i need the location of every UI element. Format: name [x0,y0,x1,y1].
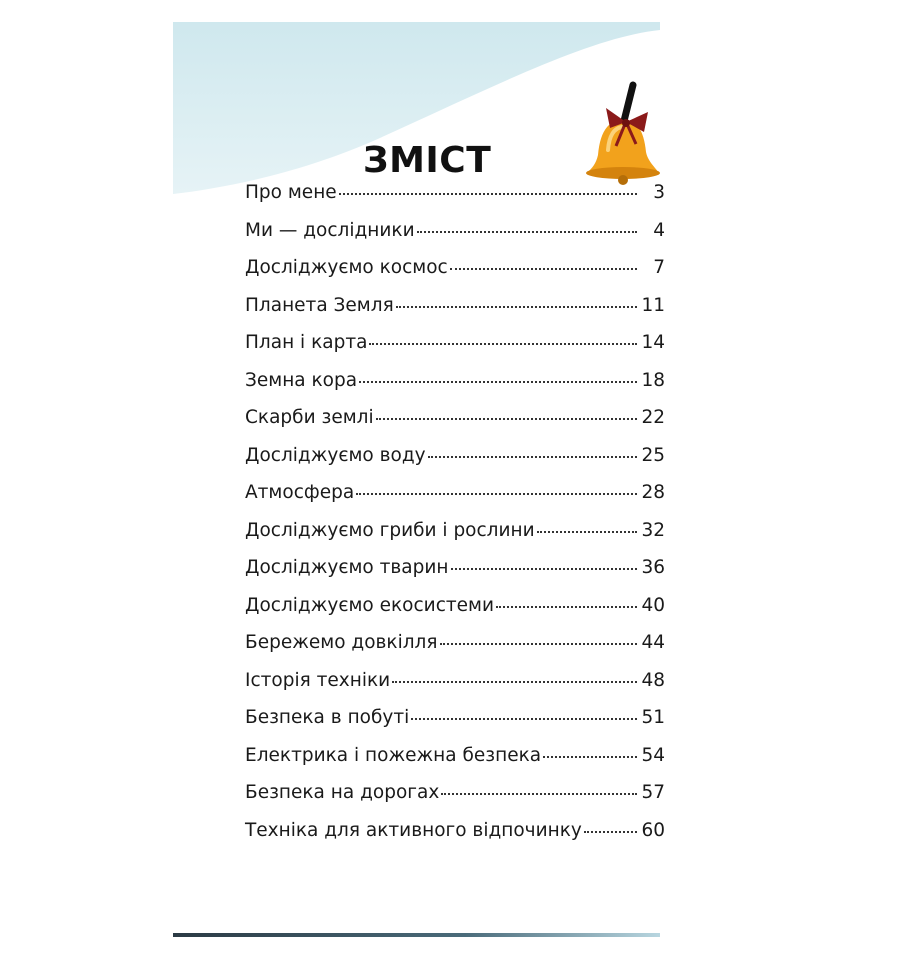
book-page [173,22,665,937]
dot-leader [543,755,637,758]
toc-page-number: 11 [641,294,665,316]
table-of-contents [245,182,665,857]
toc-row [245,220,665,258]
toc-row [245,370,665,408]
dot-leader [440,642,637,645]
toc-page-number: 36 [641,557,665,578]
toc-entry-label: Безпека в побуті [245,707,410,728]
toc-row [245,445,665,483]
toc-row [245,407,665,445]
toc-row [245,595,665,633]
toc-row [245,257,665,295]
bottom-edge-bar [173,933,660,937]
toc-entry-label: Про мене [245,182,337,203]
toc-page-number: 7 [653,257,665,278]
toc-row [245,557,665,595]
dot-leader [496,605,637,608]
toc-entry-label: Скарби землі [245,407,374,428]
toc-page-number: 14 [641,332,665,353]
toc-row [245,182,665,220]
toc-entry-label: Атмосфера [245,482,355,503]
toc-row [245,782,665,820]
toc-row [245,520,665,558]
dot-leader [417,230,637,233]
dot-leader [356,492,637,495]
toc-row [245,332,665,370]
dot-leader [441,792,637,795]
dot-leader [411,717,637,720]
toc-entry-label: Земна кора [245,369,358,391]
toc-page-number: 54 [641,744,665,766]
toc-row [245,482,665,520]
toc-page-number: 25 [641,444,665,466]
toc-page-number: 18 [641,369,665,391]
toc-page-number: 32 [641,519,665,541]
dot-leader [369,342,637,345]
toc-entry-label: Досліджуємо екосистеми [245,594,495,616]
toc-entry-label: Техніка для активного відпочинку [245,819,582,841]
dot-leader [339,192,637,195]
toc-row [245,632,665,670]
toc-page-number: 60 [641,819,665,841]
dot-leader [396,305,637,308]
toc-page-number: 48 [641,669,665,691]
toc-row [245,707,665,745]
toc-page-number: 4 [653,219,665,241]
toc-row [245,820,665,858]
toc-entry-label: Безпека на дорогах [245,782,440,803]
dot-leader [359,380,637,383]
toc-page-number: 3 [653,182,665,203]
toc-page-number: 51 [641,707,665,728]
school-bell-icon [578,80,668,190]
toc-entry-label: Ми — дослідники [245,219,415,241]
dot-leader [537,530,637,533]
dot-leader [392,680,637,683]
toc-page-number: 44 [641,632,665,653]
toc-row [245,295,665,333]
toc-entry-label: Досліджуємо гриби і рослини [245,519,535,541]
toc-row [245,745,665,783]
toc-page-number: 40 [641,594,665,616]
dot-leader [584,830,637,833]
toc-entry-label: Досліджуємо космос [245,257,448,278]
dot-leader [451,567,638,570]
dot-leader [450,267,637,270]
toc-entry-label: Електрика і пожежна безпека [245,744,542,766]
toc-page-number: 28 [641,482,665,503]
toc-entry-label: Бережемо довкілля [245,632,438,653]
toc-entry-label: Досліджуємо воду [245,444,426,466]
toc-entry-label: Досліджуємо тварин [245,557,449,578]
dot-leader [428,455,637,458]
toc-entry-label: Історія техніки [245,669,391,691]
page-title: ЗМІСТ [363,140,492,181]
dot-leader [376,417,637,420]
toc-entry-label: План і карта [245,332,368,353]
toc-row [245,670,665,708]
toc-entry-label: Планета Земля [245,294,394,316]
toc-page-number: 57 [641,782,665,803]
toc-page-number: 22 [641,407,665,428]
